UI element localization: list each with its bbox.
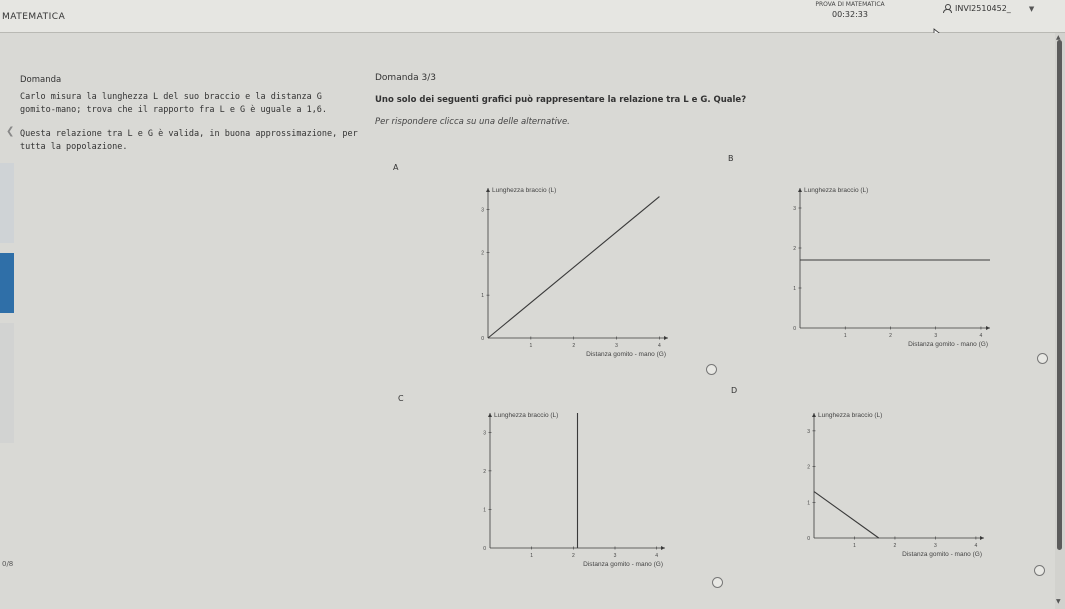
y-axis-label: Lunghezza braccio (L): [494, 412, 559, 419]
side-strip-lower: [0, 323, 14, 443]
x-tick-label: 4: [974, 543, 978, 549]
graph-line: [488, 197, 659, 338]
x-tick-label: 4: [655, 553, 659, 559]
y-tick-label: 2: [793, 246, 796, 252]
x-tick-label: 4: [658, 343, 661, 349]
top-bar: [0, 0, 1065, 33]
x-tick-label: 1: [530, 553, 534, 559]
progress-counter: 0/8: [2, 560, 14, 568]
y-tick-label: 2: [483, 468, 486, 475]
passage-paragraph-1: Carlo misura la lunghezza L del suo braccio e la distanza G gomito-mano; trova che il rapporto fra L e G è uguale a 1,6.: [20, 92, 328, 115]
x-tick-label: 4: [979, 333, 983, 339]
y-tick-label: 1: [483, 507, 486, 514]
y-tick-label: 3: [807, 428, 810, 435]
option-d-letter: D: [731, 386, 738, 395]
x-tick-label: 3: [615, 343, 618, 349]
y-axis-arrow: [488, 413, 492, 417]
x-axis-arrow: [986, 326, 990, 330]
y-tick-label: 0: [807, 536, 810, 542]
x-axis-label: Distanza gomito - mano (G): [902, 551, 982, 558]
collapse-arrow-icon[interactable]: ❮: [6, 126, 15, 137]
side-strip: [0, 163, 14, 243]
question-number: Domanda 3/3: [375, 73, 436, 83]
y-tick-label: 0: [483, 546, 486, 552]
y-tick-label: 2: [807, 464, 810, 471]
user-icon: [943, 4, 951, 13]
question-instruction: Per rispondere clicca su una delle alternative.: [375, 117, 570, 127]
y-tick-label: 3: [483, 430, 486, 437]
exam-title: PROVA DI MATEMATICA: [815, 1, 885, 8]
y-tick-label: 2: [481, 250, 484, 257]
option-b-letter: B: [728, 154, 734, 163]
side-strip-accent: [0, 253, 14, 313]
option-a-graph[interactable]: [470, 173, 670, 363]
y-tick-label: 3: [481, 207, 484, 214]
x-axis-label: Distanza gomito - mano (G): [908, 341, 988, 348]
y-axis-arrow: [798, 188, 802, 192]
y-axis-arrow: [486, 188, 490, 192]
passage-text: [20, 91, 360, 165]
y-axis-label: Lunghezza braccio (L): [492, 187, 557, 194]
timer: 00:32:33: [832, 10, 868, 19]
y-tick-label: 0: [793, 326, 796, 332]
x-axis-arrow: [664, 336, 668, 340]
x-tick-label: 1: [853, 543, 856, 549]
y-tick-label: 1: [807, 500, 810, 507]
x-tick-label: 2: [889, 333, 892, 339]
question-text: Uno solo dei seguenti grafici può rappresentare la relazione tra L e G. Quale?: [375, 95, 747, 105]
x-axis-label: Distanza gomito - mano (G): [583, 561, 663, 568]
x-tick-label: 2: [893, 543, 897, 549]
x-tick-label: 3: [613, 553, 617, 559]
user-menu[interactable]: [943, 4, 1034, 13]
user-id: INVI2510452_: [955, 4, 1011, 13]
y-tick-label: 3: [793, 206, 796, 212]
x-axis-arrow: [980, 536, 984, 540]
option-d-radio[interactable]: [1034, 565, 1045, 576]
x-tick-label: 1: [843, 333, 847, 339]
option-a-radio[interactable]: [706, 364, 717, 375]
x-tick-label: 3: [934, 543, 937, 549]
graph-line: [814, 492, 879, 538]
y-axis-arrow: [812, 413, 816, 417]
option-c-graph[interactable]: [475, 398, 675, 573]
x-axis-arrow: [661, 546, 665, 550]
scroll-down-icon[interactable]: ▼: [1056, 598, 1061, 605]
passage-heading: Domanda: [20, 75, 62, 85]
x-tick-label: 2: [572, 343, 576, 349]
chevron-down-icon[interactable]: ▼: [1028, 4, 1035, 13]
option-c-radio[interactable]: [712, 577, 723, 588]
x-tick-label: 1: [529, 343, 533, 349]
y-tick-label: 1: [793, 286, 796, 292]
y-axis-label: Lunghezza braccio (L): [804, 187, 869, 194]
passage-paragraph-2: Questa relazione tra L e G è valida, in buona approssimazione, per tutta la popolazione.: [20, 129, 358, 152]
option-b-graph[interactable]: [790, 168, 1000, 348]
y-axis-label: Lunghezza braccio (L): [818, 412, 883, 419]
content-area: [0, 33, 1055, 609]
option-a-letter: A: [393, 163, 399, 172]
passage-panel: [0, 33, 358, 609]
x-tick-label: 3: [934, 333, 938, 339]
option-d-graph[interactable]: [800, 393, 990, 563]
x-tick-label: 2: [571, 553, 575, 559]
app-title: MATEMATICA: [2, 12, 66, 22]
option-c-letter: C: [398, 394, 404, 403]
y-tick-label: 0: [481, 336, 484, 342]
scrollbar-thumb[interactable]: [1057, 40, 1062, 550]
exam-info: [800, 1, 900, 19]
scroll-up-icon[interactable]: ▲: [1056, 34, 1061, 41]
x-axis-label: Distanza gomito - mano (G): [586, 351, 666, 358]
y-tick-label: 1: [481, 293, 484, 300]
option-b-radio[interactable]: [1037, 353, 1048, 364]
